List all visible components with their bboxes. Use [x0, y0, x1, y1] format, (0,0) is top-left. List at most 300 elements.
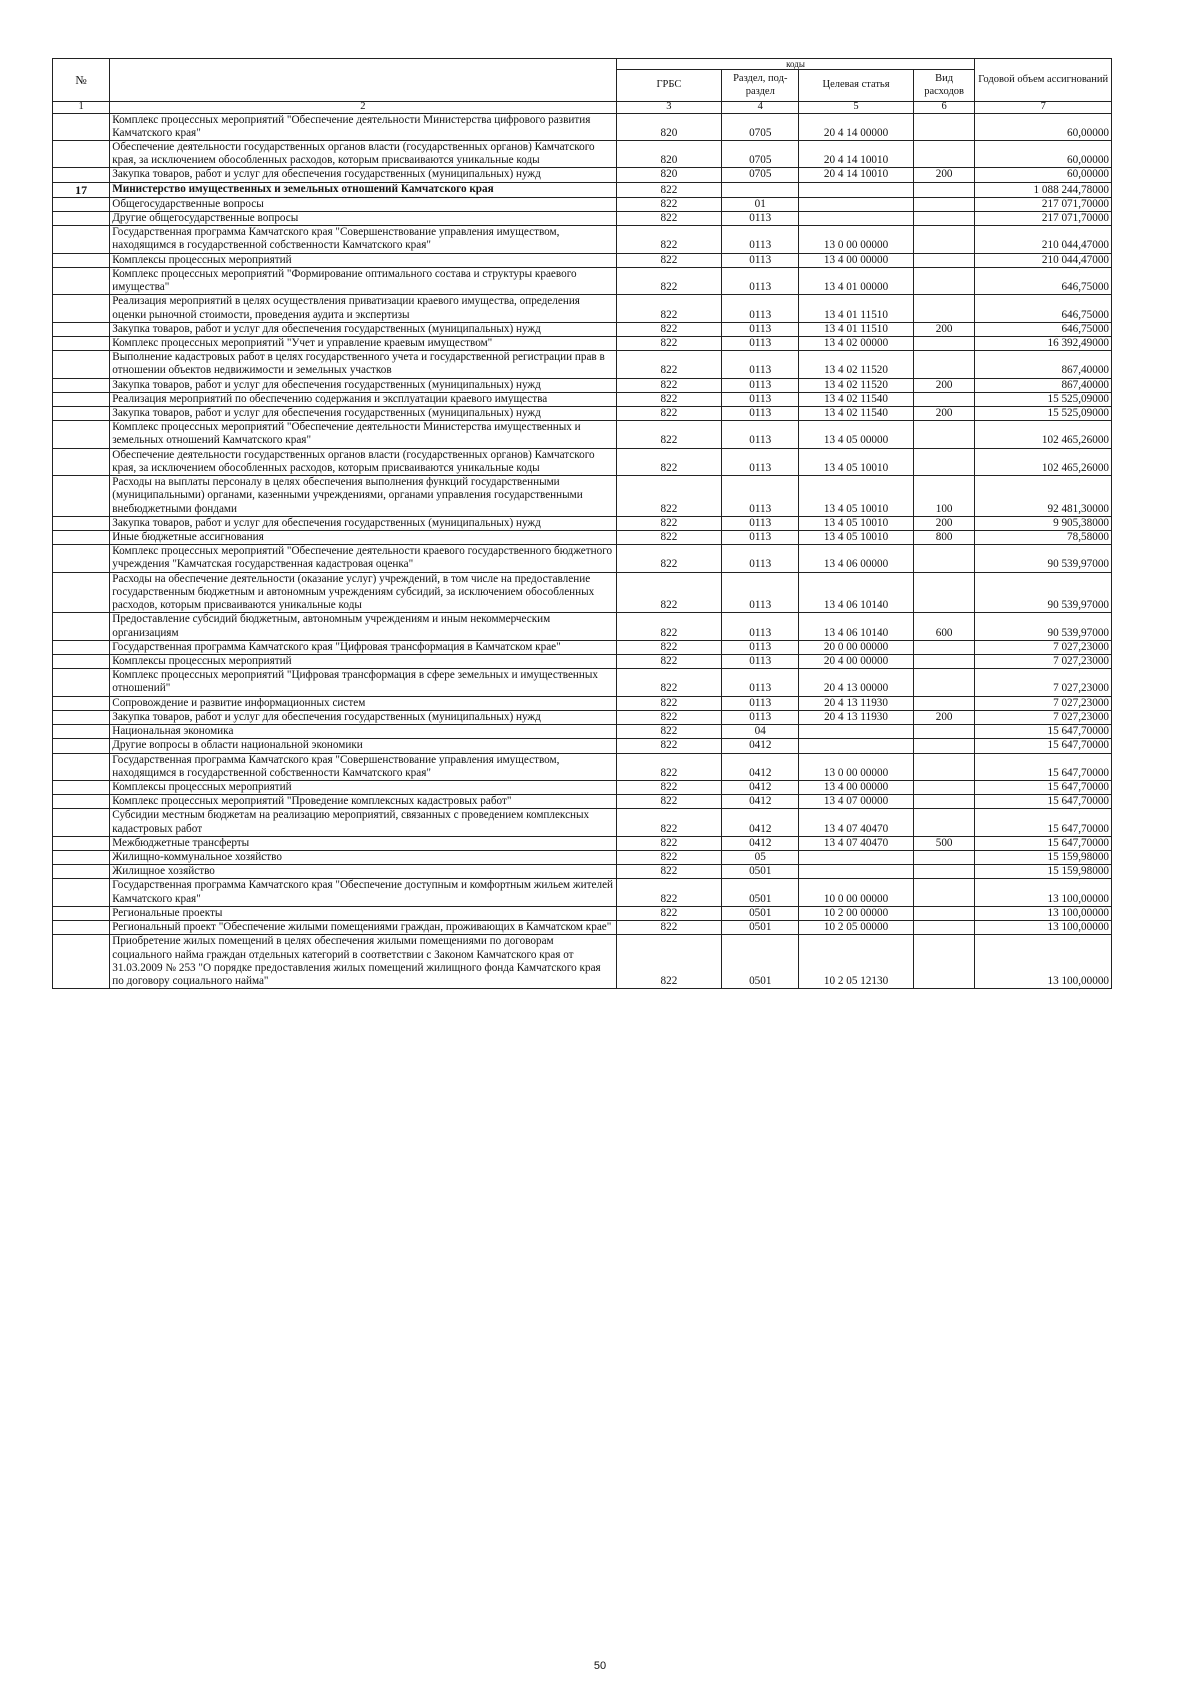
row-target-code: 20 4 14 10010: [799, 168, 913, 182]
row-section-code: 04: [722, 725, 799, 739]
table-row: [53, 378, 1112, 392]
row-expense-kind: [913, 696, 975, 710]
header-target: Целевая статья: [799, 70, 913, 102]
row-amount: 16 392,49000: [975, 336, 1112, 350]
row-section-code: 05: [722, 851, 799, 865]
table-row: [53, 739, 1112, 753]
row-expense-kind: [913, 140, 975, 167]
row-section-code: 0113: [722, 226, 799, 253]
row-expense-kind: [913, 795, 975, 809]
row-amount: 13 100,00000: [975, 921, 1112, 935]
row-name: Закупка товаров, работ и услуг для обеспечения государственных (муниципальных) нужд: [110, 710, 616, 724]
row-name: Закупка товаров, работ и услуг для обеспечения государственных (муниципальных) нужд: [110, 407, 616, 421]
row-amount: 1 088 244,78000: [975, 182, 1112, 197]
row-number: [53, 640, 110, 654]
row-target-code: [799, 182, 913, 197]
row-number: [53, 448, 110, 475]
table-row: [53, 572, 1112, 613]
row-number: [53, 226, 110, 253]
row-amount: 210 044,47000: [975, 253, 1112, 267]
row-section-code: 0113: [722, 640, 799, 654]
row-grbs-code: 822: [616, 392, 722, 406]
row-amount: 78,58000: [975, 531, 1112, 545]
row-amount: 90 539,97000: [975, 613, 1112, 640]
row-section-code: 0113: [722, 669, 799, 696]
row-expense-kind: [913, 113, 975, 140]
row-grbs-code: 820: [616, 113, 722, 140]
row-target-code: [799, 197, 913, 211]
row-section-code: 0113: [722, 613, 799, 640]
row-number: [53, 351, 110, 378]
row-grbs-code: 820: [616, 168, 722, 182]
row-grbs-code: 822: [616, 809, 722, 836]
table-row: [53, 809, 1112, 836]
row-number: [53, 295, 110, 322]
row-number: [53, 921, 110, 935]
row-target-code: 10 2 05 00000: [799, 921, 913, 935]
row-section-code: [722, 182, 799, 197]
row-grbs-code: 822: [616, 516, 722, 530]
row-name: Комплекс процессных мероприятий "Обеспечение деятельности краевого государственного бюджетного учреждения "Камчатская государственная кадастровая оценка": [110, 545, 616, 572]
col-number: 2: [110, 102, 616, 114]
table-row: [53, 865, 1112, 879]
row-grbs-code: 822: [616, 267, 722, 294]
col-number: 1: [53, 102, 110, 114]
row-section-code: 0412: [722, 795, 799, 809]
row-target-code: 20 0 00 00000: [799, 640, 913, 654]
row-target-code: 13 4 05 00000: [799, 421, 913, 448]
row-expense-kind: [913, 421, 975, 448]
table-row: [53, 725, 1112, 739]
row-name: Комплекс процессных мероприятий "Цифровая трансформация в сфере земельных и имущественных отношений": [110, 669, 616, 696]
row-target-code: 13 4 05 10010: [799, 531, 913, 545]
row-expense-kind: [913, 572, 975, 613]
row-section-code: 0113: [722, 572, 799, 613]
row-number: [53, 935, 110, 989]
row-target-code: 13 4 02 11520: [799, 351, 913, 378]
row-target-code: 20 4 14 10010: [799, 140, 913, 167]
header-kind: Вид расходов: [913, 70, 975, 102]
table-row: [53, 407, 1112, 421]
table-row: [53, 267, 1112, 294]
row-expense-kind: 100: [913, 476, 975, 517]
row-grbs-code: 822: [616, 211, 722, 225]
row-section-code: 0113: [722, 407, 799, 421]
row-name: Государственная программа Камчатского края "Обеспечение доступным и комфортным жильем жителей Камчатского края": [110, 879, 616, 906]
row-number: [53, 710, 110, 724]
row-amount: 15 647,70000: [975, 725, 1112, 739]
row-grbs-code: 822: [616, 836, 722, 850]
table-row: [53, 545, 1112, 572]
row-target-code: 13 0 00 00000: [799, 226, 913, 253]
row-amount: 102 465,26000: [975, 421, 1112, 448]
row-amount: 15 159,98000: [975, 865, 1112, 879]
row-target-code: 13 4 00 00000: [799, 253, 913, 267]
row-amount: 7 027,23000: [975, 669, 1112, 696]
row-name: Другие общегосударственные вопросы: [110, 211, 616, 225]
row-section-code: 0113: [722, 654, 799, 668]
row-target-code: [799, 739, 913, 753]
table-row: [53, 935, 1112, 989]
row-section-code: 0113: [722, 336, 799, 350]
row-target-code: 13 4 02 00000: [799, 336, 913, 350]
row-grbs-code: 822: [616, 531, 722, 545]
row-grbs-code: 822: [616, 407, 722, 421]
row-amount: 646,75000: [975, 322, 1112, 336]
row-amount: 9 905,38000: [975, 516, 1112, 530]
row-expense-kind: [913, 351, 975, 378]
row-grbs-code: 822: [616, 795, 722, 809]
row-number: [53, 851, 110, 865]
row-grbs-code: 822: [616, 640, 722, 654]
row-number: [53, 476, 110, 517]
row-expense-kind: 200: [913, 322, 975, 336]
table-row: [53, 421, 1112, 448]
row-grbs-code: 822: [616, 780, 722, 794]
row-amount: 217 071,70000: [975, 197, 1112, 211]
row-section-code: 0113: [722, 211, 799, 225]
row-grbs-code: 822: [616, 545, 722, 572]
table-row: [53, 613, 1112, 640]
row-expense-kind: [913, 211, 975, 225]
row-grbs-code: 822: [616, 935, 722, 989]
row-amount: 13 100,00000: [975, 935, 1112, 989]
row-expense-kind: [913, 295, 975, 322]
row-name: Комплексы процессных мероприятий: [110, 654, 616, 668]
row-target-code: 10 2 05 12130: [799, 935, 913, 989]
row-section-code: 0113: [722, 421, 799, 448]
row-name: Выполнение кадастровых работ в целях государственного учета и государственной регистрации прав в отношении объектов недвижимости и земельных участков: [110, 351, 616, 378]
row-expense-kind: [913, 267, 975, 294]
row-amount: 15 647,70000: [975, 795, 1112, 809]
row-amount: 15 525,09000: [975, 392, 1112, 406]
table-row: [53, 879, 1112, 906]
row-expense-kind: [913, 182, 975, 197]
row-name: Министерство имущественных и земельных отношений Камчатского края: [110, 182, 616, 197]
row-grbs-code: 822: [616, 710, 722, 724]
row-amount: 15 647,70000: [975, 780, 1112, 794]
row-number: [53, 906, 110, 920]
row-number: [53, 836, 110, 850]
row-section-code: 0113: [722, 322, 799, 336]
row-grbs-code: 822: [616, 448, 722, 475]
row-grbs-code: 822: [616, 476, 722, 517]
row-expense-kind: [913, 851, 975, 865]
table-row: [53, 531, 1112, 545]
row-section-code: 0113: [722, 392, 799, 406]
row-number: [53, 696, 110, 710]
row-target-code: 13 4 06 10140: [799, 613, 913, 640]
row-name: Национальная экономика: [110, 725, 616, 739]
row-name: Общегосударственные вопросы: [110, 197, 616, 211]
row-amount: 102 465,26000: [975, 448, 1112, 475]
row-target-code: 13 4 01 00000: [799, 267, 913, 294]
row-grbs-code: 820: [616, 140, 722, 167]
row-amount: 7 027,23000: [975, 696, 1112, 710]
table-row: [53, 654, 1112, 668]
row-expense-kind: [913, 921, 975, 935]
row-amount: 210 044,47000: [975, 226, 1112, 253]
row-grbs-code: 822: [616, 921, 722, 935]
table-row: [53, 351, 1112, 378]
row-number: [53, 197, 110, 211]
row-amount: 60,00000: [975, 113, 1112, 140]
row-grbs-code: 822: [616, 865, 722, 879]
row-name: Комплекс процессных мероприятий "Учет и управление краевым имуществом": [110, 336, 616, 350]
row-section-code: 0501: [722, 906, 799, 920]
table-row: [53, 780, 1112, 794]
row-target-code: 13 4 05 10010: [799, 476, 913, 517]
row-grbs-code: 822: [616, 378, 722, 392]
row-section-code: 0705: [722, 113, 799, 140]
row-target-code: 13 4 07 40470: [799, 809, 913, 836]
row-expense-kind: [913, 197, 975, 211]
row-grbs-code: 822: [616, 295, 722, 322]
row-expense-kind: [913, 640, 975, 654]
row-section-code: 0501: [722, 865, 799, 879]
table-row: [53, 140, 1112, 167]
row-name: Региональный проект "Обеспечение жилыми помещениями граждан, проживающих в Камчатском крае": [110, 921, 616, 935]
row-expense-kind: [913, 336, 975, 350]
row-name: Реализация мероприятий по обеспечению содержания и эксплуатации краевого имущества: [110, 392, 616, 406]
row-name: Комплекс процессных мероприятий "Обеспечение деятельности Министерства цифрового развития Камчатского края": [110, 113, 616, 140]
row-amount: 646,75000: [975, 267, 1112, 294]
row-amount: 15 159,98000: [975, 851, 1112, 865]
row-section-code: 0412: [722, 780, 799, 794]
row-target-code: [799, 865, 913, 879]
row-expense-kind: 200: [913, 378, 975, 392]
table-row: [53, 322, 1112, 336]
row-section-code: 0705: [722, 140, 799, 167]
row-name: Предоставление субсидий бюджетным, автономным учреждениям и иным некоммерческим организациям: [110, 613, 616, 640]
row-section-code: 0412: [722, 809, 799, 836]
col-number: 6: [913, 102, 975, 114]
header-codes: коды: [616, 59, 975, 70]
row-number: [53, 725, 110, 739]
header-column-numbers: [53, 102, 1112, 114]
row-expense-kind: [913, 448, 975, 475]
row-target-code: 20 4 00 00000: [799, 654, 913, 668]
header-section: Раздел, под-раздел: [722, 70, 799, 102]
row-name: Реализация мероприятий в целях осуществления приватизации краевого имущества, определения оценки рыночной стоимости, проведения аудита и экспертизы: [110, 295, 616, 322]
row-number: [53, 516, 110, 530]
table-row: [53, 113, 1112, 140]
row-name: Другие вопросы в области национальной экономики: [110, 739, 616, 753]
row-target-code: 20 4 13 00000: [799, 669, 913, 696]
row-expense-kind: [913, 226, 975, 253]
row-name: Закупка товаров, работ и услуг для обеспечения государственных (муниципальных) нужд: [110, 378, 616, 392]
row-name: Иные бюджетные ассигнования: [110, 531, 616, 545]
table-body: [53, 113, 1112, 989]
row-grbs-code: 822: [616, 336, 722, 350]
row-number: [53, 739, 110, 753]
row-amount: 867,40000: [975, 378, 1112, 392]
row-expense-kind: [913, 935, 975, 989]
row-name: Закупка товаров, работ и услуг для обеспечения государственных (муниципальных) нужд: [110, 322, 616, 336]
row-grbs-code: 822: [616, 654, 722, 668]
row-grbs-code: 822: [616, 879, 722, 906]
row-name: Региональные проекты: [110, 906, 616, 920]
row-expense-kind: 500: [913, 836, 975, 850]
col-number: 3: [616, 102, 722, 114]
row-grbs-code: 822: [616, 725, 722, 739]
row-target-code: [799, 851, 913, 865]
row-section-code: 0501: [722, 935, 799, 989]
row-amount: 60,00000: [975, 140, 1112, 167]
row-amount: 217 071,70000: [975, 211, 1112, 225]
row-number: [53, 613, 110, 640]
row-grbs-code: 822: [616, 182, 722, 197]
row-amount: 7 027,23000: [975, 640, 1112, 654]
row-section-code: 0113: [722, 267, 799, 294]
row-number: [53, 407, 110, 421]
row-amount: 60,00000: [975, 168, 1112, 182]
row-number: [53, 392, 110, 406]
header-grbs: ГРБС: [616, 70, 722, 102]
row-grbs-code: 822: [616, 696, 722, 710]
row-grbs-code: 822: [616, 851, 722, 865]
row-target-code: 13 4 00 00000: [799, 780, 913, 794]
row-grbs-code: 822: [616, 572, 722, 613]
row-number: [53, 654, 110, 668]
table-row: [53, 168, 1112, 182]
row-target-code: 20 4 14 00000: [799, 113, 913, 140]
row-expense-kind: [913, 669, 975, 696]
row-section-code: 0113: [722, 516, 799, 530]
row-amount: 646,75000: [975, 295, 1112, 322]
row-section-code: 0113: [722, 710, 799, 724]
row-name: Комплекс процессных мероприятий "Формирование оптимального состава и структуры краевого имущества": [110, 267, 616, 294]
row-section-code: 0501: [722, 921, 799, 935]
row-target-code: 20 4 13 11930: [799, 710, 913, 724]
row-amount: 90 539,97000: [975, 545, 1112, 572]
row-grbs-code: 822: [616, 197, 722, 211]
row-name: Расходы на обеспечение деятельности (оказание услуг) учреждений, в том числе на предоставление государственным бюджетным и автономным учреждениям субсидий, за исключением обособленных расходов, которым присваиваются уникальные коды: [110, 572, 616, 613]
page-number: 50: [593, 1660, 607, 1672]
row-grbs-code: 822: [616, 669, 722, 696]
table-row: [53, 516, 1112, 530]
row-name: Приобретение жилых помещений в целях обеспечения жилыми помещениями по договорам социального найма граждан отдельных категорий в соответствии с Законом Камчатского края от 31.03.2009 № 253 "О порядке предоставления жилых помещений жилищного фонда Камчатского края по договору социального найма": [110, 935, 616, 989]
row-section-code: 0113: [722, 531, 799, 545]
table-row: [53, 448, 1112, 475]
row-name: Закупка товаров, работ и услуг для обеспечения государственных (муниципальных) нужд: [110, 516, 616, 530]
row-name: Государственная программа Камчатского края "Цифровая трансформация в Камчатском крае": [110, 640, 616, 654]
row-grbs-code: 822: [616, 322, 722, 336]
row-expense-kind: [913, 739, 975, 753]
row-number: [53, 211, 110, 225]
row-section-code: 0113: [722, 378, 799, 392]
row-number: [53, 545, 110, 572]
row-target-code: 13 0 00 00000: [799, 753, 913, 780]
header-name: [110, 59, 616, 102]
row-grbs-code: 822: [616, 253, 722, 267]
row-number: [53, 572, 110, 613]
row-number: [53, 531, 110, 545]
row-target-code: 13 4 02 11540: [799, 392, 913, 406]
row-number: [53, 669, 110, 696]
row-amount: 7 027,23000: [975, 654, 1112, 668]
row-expense-kind: [913, 879, 975, 906]
table-row: [53, 295, 1112, 322]
row-amount: 15 525,09000: [975, 407, 1112, 421]
row-amount: 7 027,23000: [975, 710, 1112, 724]
row-grbs-code: 822: [616, 226, 722, 253]
row-expense-kind: [913, 809, 975, 836]
table-row: [53, 906, 1112, 920]
row-section-code: 0412: [722, 739, 799, 753]
row-grbs-code: 822: [616, 753, 722, 780]
row-expense-kind: [913, 780, 975, 794]
row-amount: 15 647,70000: [975, 836, 1112, 850]
row-name: Расходы на выплаты персоналу в целях обеспечения выполнения функций государственными (муниципальными) органами, казенными учреждениями, органами управления государственными внебюджетными фондами: [110, 476, 616, 517]
row-name: Государственная программа Камчатского края "Совершенствование управления имуществом, находящимся в государственной собственности Камчатского края": [110, 226, 616, 253]
table-row: [53, 226, 1112, 253]
row-number: [53, 322, 110, 336]
table-row: [53, 710, 1112, 724]
row-expense-kind: 800: [913, 531, 975, 545]
row-target-code: [799, 725, 913, 739]
table-row: [53, 336, 1112, 350]
row-name: Субсидии местным бюджетам на реализацию мероприятий, связанных с проведением комплексных кадастровых работ: [110, 809, 616, 836]
row-number: [53, 267, 110, 294]
row-name: Обеспечение деятельности государственных органов власти (государственных органов) Камчатского края, за исключением обособленных расходов, которым присваиваются уникальные коды: [110, 448, 616, 475]
row-expense-kind: [913, 545, 975, 572]
row-number: [53, 168, 110, 182]
row-expense-kind: 200: [913, 168, 975, 182]
row-expense-kind: [913, 654, 975, 668]
row-number: [53, 865, 110, 879]
row-amount: 15 647,70000: [975, 753, 1112, 780]
row-number: [53, 336, 110, 350]
row-section-code: 0113: [722, 696, 799, 710]
table-row: [53, 392, 1112, 406]
row-number: [53, 378, 110, 392]
row-number: [53, 809, 110, 836]
row-section-code: 0412: [722, 836, 799, 850]
row-grbs-code: 822: [616, 739, 722, 753]
row-name: Жилищное хозяйство: [110, 865, 616, 879]
row-number: [53, 753, 110, 780]
row-section-code: 01: [722, 197, 799, 211]
row-number: [53, 253, 110, 267]
row-amount: 15 647,70000: [975, 809, 1112, 836]
row-name: Комплексы процессных мероприятий: [110, 253, 616, 267]
row-number: [53, 780, 110, 794]
row-number: [53, 879, 110, 906]
header-amount: Годовой объем ассигнований: [975, 59, 1112, 102]
row-number: [53, 140, 110, 167]
col-number: 4: [722, 102, 799, 114]
header-row-1: [53, 59, 1112, 70]
row-target-code: 13 4 01 11510: [799, 322, 913, 336]
row-amount: 13 100,00000: [975, 906, 1112, 920]
table-row: [53, 795, 1112, 809]
row-section-code: 0113: [722, 448, 799, 475]
row-section-code: 0501: [722, 879, 799, 906]
row-target-code: 13 4 05 10010: [799, 516, 913, 530]
row-number: [53, 113, 110, 140]
header-num: №: [53, 59, 110, 102]
table-row: [53, 921, 1112, 935]
row-amount: 867,40000: [975, 351, 1112, 378]
row-target-code: 13 4 06 00000: [799, 545, 913, 572]
row-expense-kind: 200: [913, 407, 975, 421]
row-target-code: [799, 211, 913, 225]
row-expense-kind: [913, 753, 975, 780]
col-number: 5: [799, 102, 913, 114]
row-expense-kind: [913, 392, 975, 406]
table-row: [53, 753, 1112, 780]
